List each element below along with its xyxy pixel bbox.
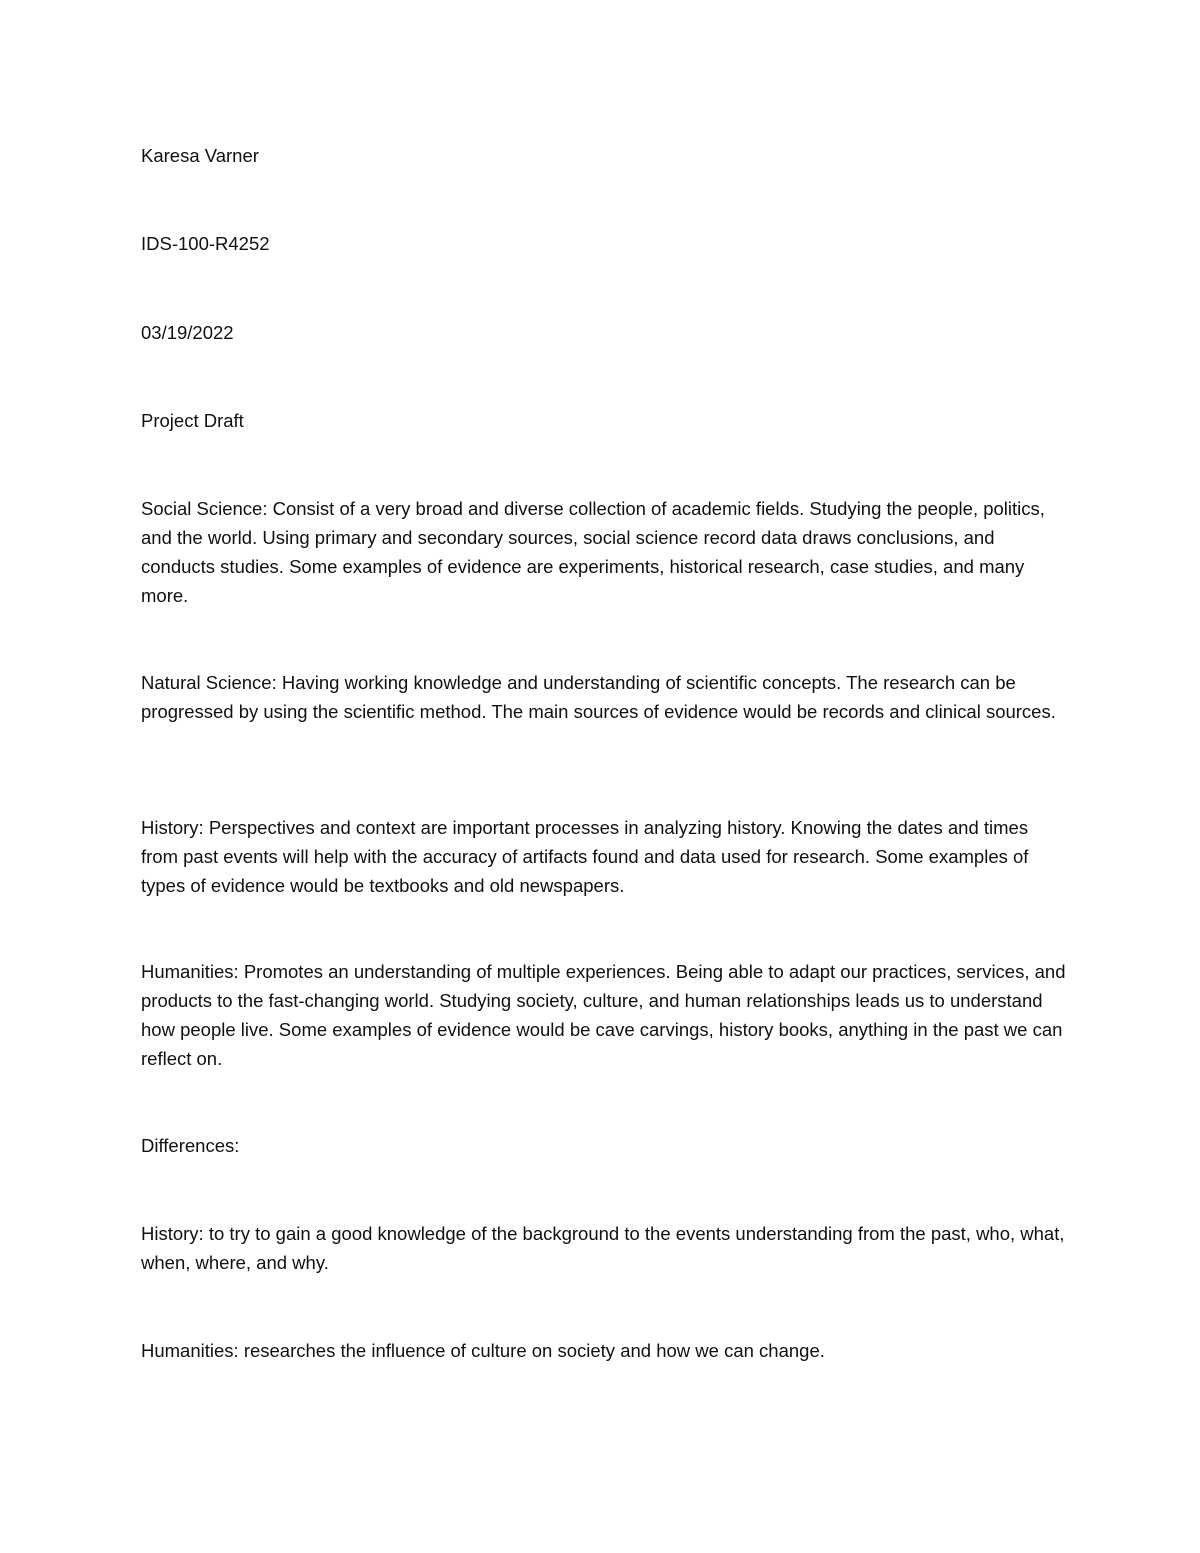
course-code: IDS-100-R4252 bbox=[141, 233, 270, 254]
document-title: Project Draft bbox=[141, 410, 244, 431]
document-date: 03/19/2022 bbox=[141, 322, 234, 343]
history-paragraph: History: Perspectives and context are important processes in analyzing history. Knowing the dates and times from past events will help with the accuracy of artifacts found and data used for research. Some examples of types of evidence would be textbooks and old newspapers. bbox=[141, 817, 1029, 896]
differences-humanities-paragraph: Humanities: researches the influence of culture on society and how we can change. bbox=[141, 1340, 825, 1361]
differences-history-paragraph: History: to try to gain a good knowledge of the background to the events understanding from the past, who, what, when, where, and why. bbox=[141, 1223, 1065, 1273]
differences-heading: Differences: bbox=[141, 1135, 240, 1156]
social-science-paragraph: Social Science: Consist of a very broad and diverse collection of academic fields. Studying the people, politics, and the world. Using primary and secondary sources, social science record data draws conclusions, and conducts studies. Some examples of evidence are experiments, historical research, case studies, and many more. bbox=[141, 498, 1045, 606]
natural-science-paragraph: Natural Science: Having working knowledge and understanding of scientific concepts. The research can be progressed by using the scientific method. The main sources of evidence would be records and clinical sources. bbox=[141, 672, 1056, 722]
author-name: Karesa Varner bbox=[141, 145, 259, 166]
humanities-paragraph: Humanities: Promotes an understanding of multiple experiences. Being able to adapt our practices, services, and products to the fast-changing world. Studying society, culture, and human relationships leads us to understand how people live. Some examples of evidence would be cave carvings, history books, anything in the past we can reflect on. bbox=[141, 961, 1066, 1069]
